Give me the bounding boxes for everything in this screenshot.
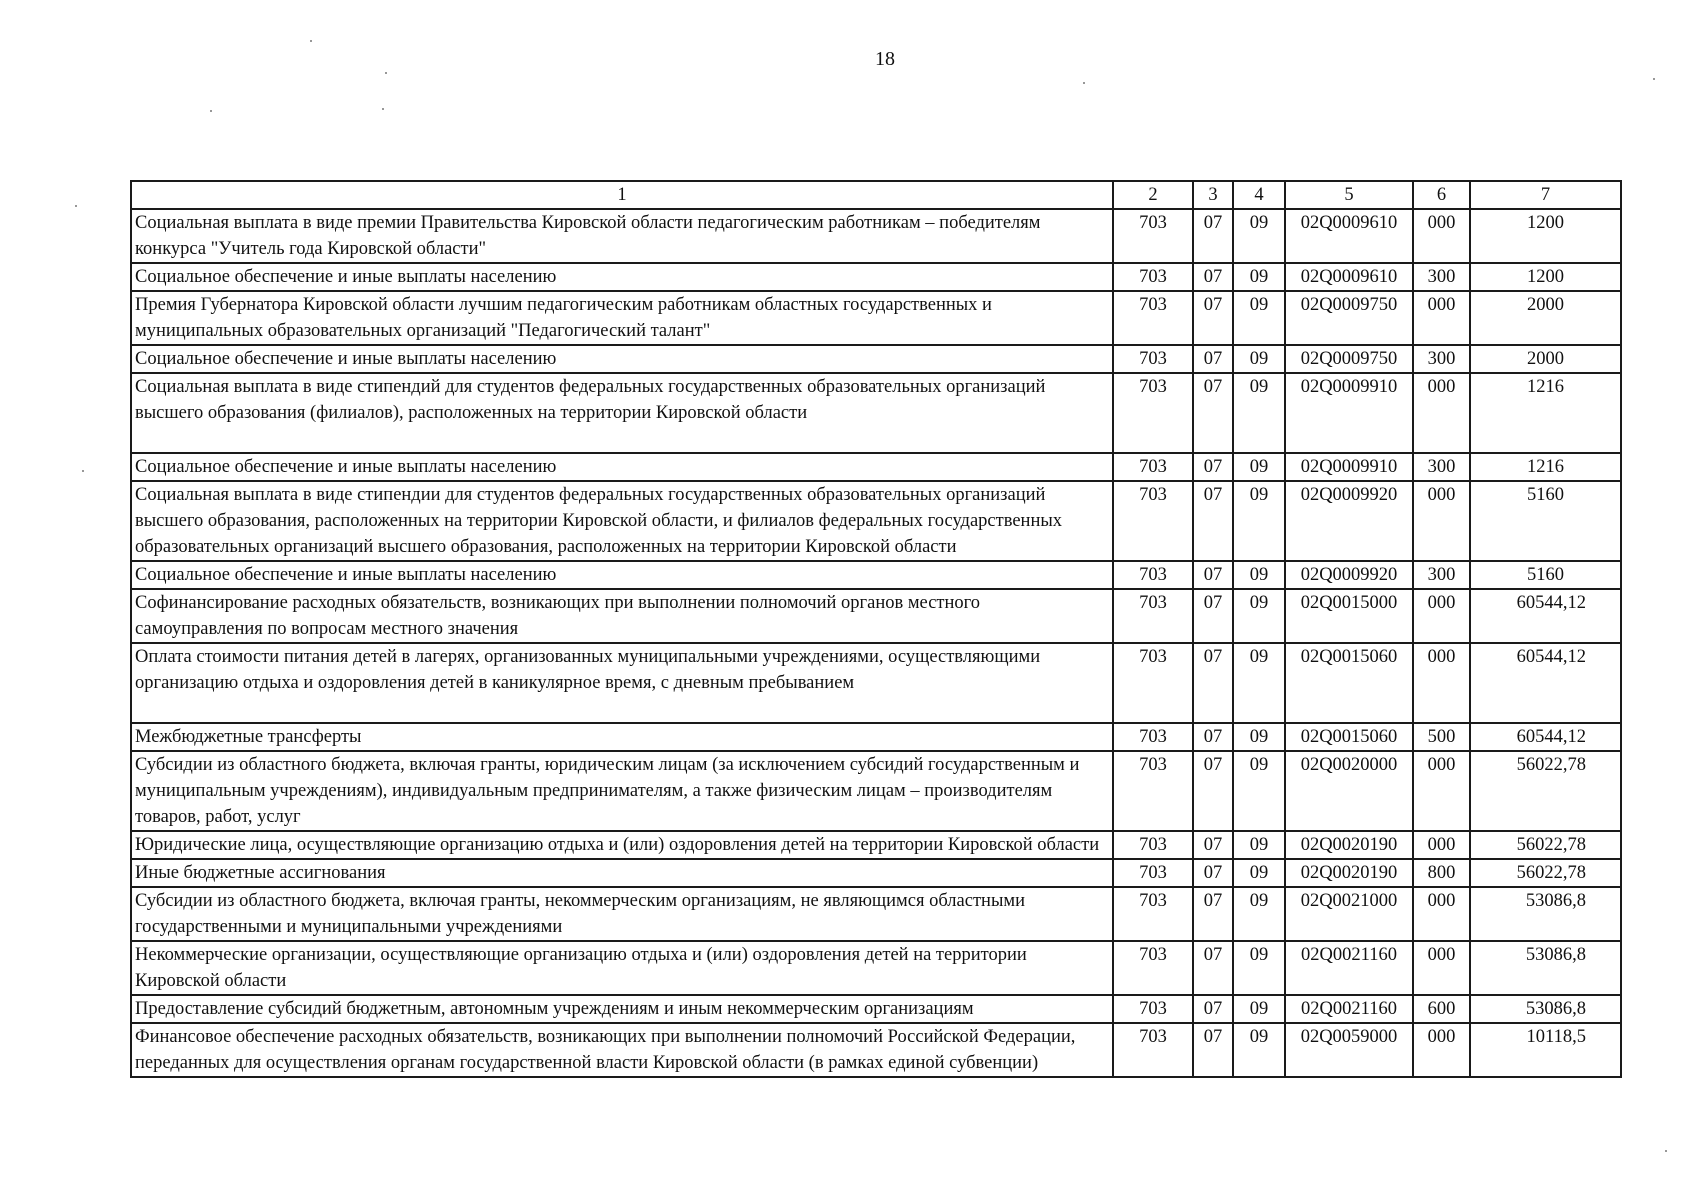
row-expense-type-cell: 000	[1413, 209, 1470, 263]
row-subsection-cell: 09	[1233, 263, 1285, 291]
row-sum-cell: 53086,8	[1470, 887, 1621, 941]
row-section-cell: 07	[1193, 723, 1233, 751]
row-code-gr-cell: 703	[1113, 209, 1193, 263]
row-sum-cell: 56022,78	[1470, 859, 1621, 887]
row-subsection-cell: 09	[1233, 831, 1285, 859]
row-code-gr-cell: 703	[1113, 291, 1193, 345]
row-sum-cell: 53086,8	[1470, 995, 1621, 1023]
row-section-cell: 07	[1193, 643, 1233, 723]
row-expense-type-cell: 800	[1413, 859, 1470, 887]
row-target-code-cell: 02Q0059000	[1285, 1023, 1413, 1077]
row-code-gr-cell: 703	[1113, 453, 1193, 481]
column-header-3: 3	[1193, 181, 1233, 209]
row-name-cell: Премия Губернатора Кировской области лучшим педагогическим работникам областных государственных и муниципальных образовательных организаций "Педагогический талант"	[131, 291, 1113, 345]
row-target-code-cell: 02Q0021000	[1285, 887, 1413, 941]
row-target-code-cell: 02Q0015000	[1285, 589, 1413, 643]
row-sum-cell: 5160	[1470, 481, 1621, 561]
row-subsection-cell: 09	[1233, 859, 1285, 887]
column-header-6: 6	[1413, 181, 1470, 209]
row-target-code-cell: 02Q0009910	[1285, 373, 1413, 453]
row-sum-cell: 10118,5	[1470, 1023, 1621, 1077]
table-row	[131, 1023, 1621, 1077]
row-target-code-cell: 02Q0020190	[1285, 859, 1413, 887]
column-header-7: 7	[1470, 181, 1621, 209]
row-code-gr-cell: 703	[1113, 751, 1193, 831]
row-section-cell: 07	[1193, 941, 1233, 995]
row-name-cell: Субсидии из областного бюджета, включая гранты, некоммерческим организациям, не являющимся областными государственными и муниципальными учреждениями	[131, 887, 1113, 941]
scan-speck	[1653, 78, 1655, 80]
row-name-cell: Межбюджетные трансферты	[131, 723, 1113, 751]
row-section-cell: 07	[1193, 859, 1233, 887]
row-expense-type-cell: 500	[1413, 723, 1470, 751]
row-code-gr-cell: 703	[1113, 887, 1193, 941]
scan-speck	[382, 108, 384, 110]
page-number: 18	[875, 48, 895, 70]
row-code-gr-cell: 703	[1113, 345, 1193, 373]
row-subsection-cell: 09	[1233, 373, 1285, 453]
row-sum-cell: 56022,78	[1470, 751, 1621, 831]
row-subsection-cell: 09	[1233, 941, 1285, 995]
scan-speck	[1665, 1150, 1667, 1152]
row-code-gr-cell: 703	[1113, 941, 1193, 995]
row-name-cell: Социальная выплата в виде стипендий для студентов федеральных государственных образовательных организаций высшего образования (филиалов), расположенных на территории Кировской области	[131, 373, 1113, 453]
row-expense-type-cell: 000	[1413, 643, 1470, 723]
row-name-cell: Социальная выплата в виде премии Правительства Кировской области педагогическим работникам – победителям конкурса "Учитель года Кировской области"	[131, 209, 1113, 263]
row-target-code-cell: 02Q0009610	[1285, 209, 1413, 263]
scan-speck	[1083, 82, 1085, 84]
row-code-gr-cell: 703	[1113, 589, 1193, 643]
row-subsection-cell: 09	[1233, 561, 1285, 589]
row-target-code-cell: 02Q0020190	[1285, 831, 1413, 859]
row-subsection-cell: 09	[1233, 887, 1285, 941]
table-row	[131, 481, 1621, 561]
row-section-cell: 07	[1193, 831, 1233, 859]
row-sum-cell: 2000	[1470, 345, 1621, 373]
scan-speck	[310, 40, 312, 42]
column-header-2: 2	[1113, 181, 1193, 209]
row-target-code-cell: 02Q0015060	[1285, 643, 1413, 723]
row-expense-type-cell: 000	[1413, 1023, 1470, 1077]
row-code-gr-cell: 703	[1113, 481, 1193, 561]
row-name-cell: Юридические лица, осуществляющие организацию отдыха и (или) оздоровления детей на территории Кировской области	[131, 831, 1113, 859]
row-name-cell: Софинансирование расходных обязательств, возникающих при выполнении полномочий органов местного самоуправления по вопросам местного значения	[131, 589, 1113, 643]
row-name-cell: Социальное обеспечение и иные выплаты населению	[131, 345, 1113, 373]
row-target-code-cell: 02Q0021160	[1285, 995, 1413, 1023]
row-section-cell: 07	[1193, 481, 1233, 561]
row-target-code-cell: 02Q0009750	[1285, 291, 1413, 345]
row-name-cell: Субсидии из областного бюджета, включая гранты, юридическим лицам (за исключением субсидий государственным и муниципальным учреждениям), индивидуальным предпринимателям, а также физическим лицам – производителям товаров, работ, услуг	[131, 751, 1113, 831]
row-expense-type-cell: 300	[1413, 453, 1470, 481]
table-row	[131, 373, 1621, 453]
row-section-cell: 07	[1193, 373, 1233, 453]
row-name-cell: Оплата стоимости питания детей в лагерях, организованных муниципальными учреждениями, осуществляющими организацию отдыха и оздоровления детей в каникулярное время, с дневным пребыванием	[131, 643, 1113, 723]
row-code-gr-cell: 703	[1113, 859, 1193, 887]
row-expense-type-cell: 000	[1413, 751, 1470, 831]
row-section-cell: 07	[1193, 1023, 1233, 1077]
row-section-cell: 07	[1193, 291, 1233, 345]
column-header-5: 5	[1285, 181, 1413, 209]
budget-table	[130, 180, 1622, 1078]
row-code-gr-cell: 703	[1113, 263, 1193, 291]
row-subsection-cell: 09	[1233, 995, 1285, 1023]
row-target-code-cell: 02Q0015060	[1285, 723, 1413, 751]
row-subsection-cell: 09	[1233, 643, 1285, 723]
row-expense-type-cell: 300	[1413, 345, 1470, 373]
row-section-cell: 07	[1193, 209, 1233, 263]
row-expense-type-cell: 000	[1413, 887, 1470, 941]
row-subsection-cell: 09	[1233, 751, 1285, 831]
row-sum-cell: 1200	[1470, 263, 1621, 291]
table-row	[131, 291, 1621, 345]
row-subsection-cell: 09	[1233, 209, 1285, 263]
row-name-cell: Финансовое обеспечение расходных обязательств, возникающих при выполнении полномочий Российской Федерации, переданных для осуществления органам государственной власти Кировской области (в рамках единой субвенции)	[131, 1023, 1113, 1077]
table-body	[131, 209, 1621, 1077]
row-section-cell: 07	[1193, 263, 1233, 291]
table-row	[131, 209, 1621, 263]
row-name-cell: Социальное обеспечение и иные выплаты населению	[131, 561, 1113, 589]
row-section-cell: 07	[1193, 345, 1233, 373]
row-code-gr-cell: 703	[1113, 373, 1193, 453]
row-expense-type-cell: 000	[1413, 941, 1470, 995]
table-row	[131, 941, 1621, 995]
row-sum-cell: 60544,12	[1470, 643, 1621, 723]
row-expense-type-cell: 000	[1413, 373, 1470, 453]
row-name-cell: Социальное обеспечение и иные выплаты населению	[131, 453, 1113, 481]
table-row	[131, 453, 1621, 481]
row-target-code-cell: 02Q0021160	[1285, 941, 1413, 995]
scan-speck	[210, 110, 212, 112]
row-target-code-cell: 02Q0009920	[1285, 561, 1413, 589]
header-row	[131, 181, 1621, 209]
row-section-cell: 07	[1193, 995, 1233, 1023]
row-section-cell: 07	[1193, 589, 1233, 643]
row-target-code-cell: 02Q0020000	[1285, 751, 1413, 831]
row-code-gr-cell: 703	[1113, 995, 1193, 1023]
row-sum-cell: 56022,78	[1470, 831, 1621, 859]
row-expense-type-cell: 300	[1413, 263, 1470, 291]
row-section-cell: 07	[1193, 751, 1233, 831]
row-sum-cell: 60544,12	[1470, 589, 1621, 643]
row-subsection-cell: 09	[1233, 723, 1285, 751]
table-row	[131, 887, 1621, 941]
table-row	[131, 831, 1621, 859]
row-target-code-cell: 02Q0009920	[1285, 481, 1413, 561]
table-row	[131, 345, 1621, 373]
column-header-1: 1	[131, 181, 1113, 209]
table-row	[131, 995, 1621, 1023]
row-expense-type-cell: 000	[1413, 291, 1470, 345]
table-row	[131, 263, 1621, 291]
row-subsection-cell: 09	[1233, 481, 1285, 561]
row-subsection-cell: 09	[1233, 291, 1285, 345]
scan-speck	[82, 470, 84, 472]
row-section-cell: 07	[1193, 887, 1233, 941]
row-code-gr-cell: 703	[1113, 643, 1193, 723]
table-header	[131, 181, 1621, 209]
row-sum-cell: 1216	[1470, 453, 1621, 481]
row-code-gr-cell: 703	[1113, 723, 1193, 751]
row-sum-cell: 60544,12	[1470, 723, 1621, 751]
row-sum-cell: 1200	[1470, 209, 1621, 263]
row-code-gr-cell: 703	[1113, 1023, 1193, 1077]
column-header-4: 4	[1233, 181, 1285, 209]
row-name-cell: Предоставление субсидий бюджетным, автономным учреждениям и иным некоммерческим организациям	[131, 995, 1113, 1023]
row-subsection-cell: 09	[1233, 1023, 1285, 1077]
row-section-cell: 07	[1193, 561, 1233, 589]
row-expense-type-cell: 000	[1413, 831, 1470, 859]
scan-speck	[385, 72, 387, 74]
row-subsection-cell: 09	[1233, 345, 1285, 373]
row-sum-cell: 5160	[1470, 561, 1621, 589]
row-name-cell: Некоммерческие организации, осуществляющие организацию отдыха и (или) оздоровления детей на территории Кировской области	[131, 941, 1113, 995]
row-section-cell: 07	[1193, 453, 1233, 481]
row-expense-type-cell: 000	[1413, 481, 1470, 561]
row-name-cell: Социальное обеспечение и иные выплаты населению	[131, 263, 1113, 291]
table-row	[131, 589, 1621, 643]
scan-speck	[75, 205, 77, 207]
table-row	[131, 723, 1621, 751]
row-code-gr-cell: 703	[1113, 561, 1193, 589]
row-name-cell: Иные бюджетные ассигнования	[131, 859, 1113, 887]
row-target-code-cell: 02Q0009750	[1285, 345, 1413, 373]
table-row	[131, 643, 1621, 723]
table-row	[131, 561, 1621, 589]
row-expense-type-cell: 300	[1413, 561, 1470, 589]
table-row	[131, 859, 1621, 887]
row-sum-cell: 1216	[1470, 373, 1621, 453]
row-target-code-cell: 02Q0009910	[1285, 453, 1413, 481]
row-sum-cell: 2000	[1470, 291, 1621, 345]
row-expense-type-cell: 000	[1413, 589, 1470, 643]
row-subsection-cell: 09	[1233, 589, 1285, 643]
row-subsection-cell: 09	[1233, 453, 1285, 481]
row-name-cell: Социальная выплата в виде стипендии для студентов федеральных государственных образовательных организаций высшего образования, расположенных на территории Кировской области, и филиалов федеральных государственных образовательных организаций высшего образования, расположенных на территории Кировской области	[131, 481, 1113, 561]
table-row	[131, 751, 1621, 831]
row-sum-cell: 53086,8	[1470, 941, 1621, 995]
row-expense-type-cell: 600	[1413, 995, 1470, 1023]
row-code-gr-cell: 703	[1113, 831, 1193, 859]
row-target-code-cell: 02Q0009610	[1285, 263, 1413, 291]
